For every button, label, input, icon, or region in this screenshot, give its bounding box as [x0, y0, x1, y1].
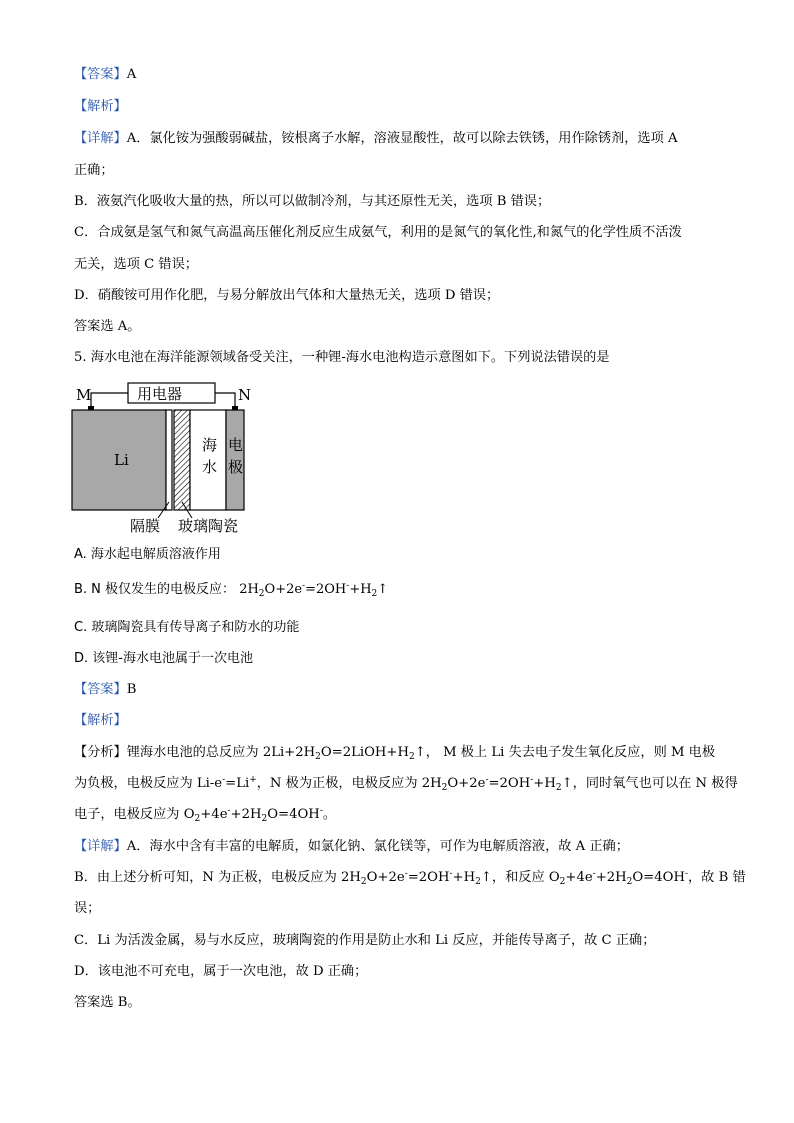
- q4-detail-line-4: C．合成氨是氢气和氮气高温高压催化剂反应生成氨气，利用的是氮气的氧化性,和氮气的化学性质不活泼: [74, 225, 682, 240]
- formula-sub: 2: [371, 589, 378, 599]
- wire-left: [91, 393, 128, 408]
- text-run: ↑，同时氧气也可以在 N 极得: [561, 776, 738, 791]
- text-run: ↑， M 极上 Li 失去电子发生氧化反应，则 M 电极: [414, 745, 716, 760]
- text-sub: 2: [315, 752, 321, 762]
- q5-detail-line-2: [74, 869, 746, 887]
- formula-sup: -: [346, 581, 350, 591]
- text-sub: 2: [555, 783, 562, 793]
- formula-part: O+2e: [264, 582, 303, 597]
- text-sub: 2: [408, 752, 415, 762]
- text-sub: 2: [261, 814, 268, 824]
- text-run: +H: [533, 776, 556, 791]
- option-d: D. 该锂-海水电池属于一次电池: [74, 651, 253, 666]
- option-b-prefix: B. N 极仅发生的电极反应：: [74, 582, 236, 597]
- text-run: 锂海水电池的总反应为 2Li+2H: [126, 745, 316, 760]
- text-run: =2OH: [407, 870, 450, 885]
- battery-diagram: [70, 380, 260, 535]
- detail-tag: 【详解】: [74, 131, 127, 146]
- q4-analysis-tag: 【解析】: [74, 99, 127, 114]
- text-run: 电子，电极反应为 O: [74, 807, 195, 822]
- q4-answer: [74, 66, 136, 84]
- answer-value: A: [126, 67, 137, 82]
- text-sub: 2: [559, 877, 566, 887]
- option-b-formula: [239, 582, 388, 597]
- answer-tag: 【答案】: [74, 67, 127, 82]
- detail-text: A．氯化铵为强酸弱碱盐，铵根离子水解，溶液显酸性，故可以除去铁锈，用作除锈剂，选项 A: [126, 131, 678, 146]
- option-a: A. 海水起电解质溶液作用: [74, 547, 221, 562]
- seawater-label-1: 海: [202, 436, 218, 454]
- analysis-label: 【分析】: [74, 745, 127, 760]
- text-sup: +: [249, 775, 257, 785]
- separator-label: 隔膜: [130, 517, 161, 535]
- q5-stem: 5. 海水电池在海洋能源领域备受关注，一种锂-海水电池构造示意图如下。下列说法错误的是: [74, 350, 610, 365]
- text-run: 为负极，电极反应为 Li-e: [74, 776, 223, 791]
- label-n: N: [238, 386, 252, 404]
- q5-analysis-line-2: [74, 775, 738, 793]
- q5-analysis-line-1: [74, 744, 715, 762]
- text-run: O+2e: [366, 870, 405, 885]
- text-sub: 2: [441, 783, 448, 793]
- text-run: ↑，和反应 O: [480, 870, 560, 885]
- q4-detail-line-3: B．液氨汽化吸收大量的热，所以可以做制冷剂，与其还原性无关，选项 B 错误；: [74, 194, 551, 209]
- text-run: O=4OH: [632, 870, 685, 885]
- formula-sup: -: [302, 581, 306, 591]
- q4-detail-line-2: 正确；: [74, 163, 114, 178]
- text-sup: -: [592, 869, 596, 879]
- detail-tag: 【详解】: [74, 839, 127, 854]
- text-sup: -: [485, 775, 489, 785]
- text-run: 。: [322, 807, 337, 822]
- text-run: O=4OH: [267, 807, 320, 822]
- option-b: [74, 581, 388, 599]
- text-run: +2H: [595, 870, 627, 885]
- seawater-label-2: 水: [202, 458, 218, 476]
- wire-right: [215, 393, 235, 408]
- text-run: =Li: [225, 776, 250, 791]
- q5-analysis-line-3: [74, 806, 336, 824]
- label-m: M: [76, 386, 92, 404]
- appliance-label: 用电器: [137, 385, 183, 403]
- separator-block: [166, 410, 172, 510]
- text-sup: -: [227, 806, 231, 816]
- text-run: ，N 极为正极，电极反应为 2H: [256, 776, 442, 791]
- q4-detail-line-6: D．硝酸铵可用作化肥，与易分解放出气体和大量热无关，选项 D 错误；: [74, 288, 500, 303]
- formula-part: 2H: [239, 582, 259, 597]
- option-c: C. 玻璃陶瓷具有传导离子和防水的功能: [74, 620, 300, 635]
- q4-detail-line-1: [74, 130, 678, 148]
- q5-analysis-tag: 【解析】: [74, 713, 127, 728]
- text-run: +2H: [230, 807, 262, 822]
- text-sub: 2: [475, 877, 481, 887]
- q5-detail-line-5: D．该电池不可充电，属于一次电池，故 D 正确；: [74, 964, 368, 979]
- text-sup: -: [684, 869, 688, 879]
- text-run: B．由上述分析可知，N 为正极，电极反应为 2H: [74, 870, 361, 885]
- text-sub: 2: [626, 877, 633, 887]
- text-sup: -: [222, 775, 226, 785]
- q4-conclusion: 答案选 A。: [74, 319, 141, 334]
- text-sub: 2: [360, 877, 367, 887]
- text-run: ，故 B 错: [688, 870, 746, 885]
- formula-part: =2OH: [305, 582, 347, 597]
- text-run: O+2e: [447, 776, 486, 791]
- answer-tag: 【答案】: [74, 682, 127, 697]
- li-label: Li: [114, 451, 129, 469]
- q4-detail-line-5: 无关，选项 C 错误；: [74, 257, 198, 272]
- formula-part: ↑: [377, 582, 389, 597]
- q5-answer: [74, 681, 136, 699]
- q5-detail-line-4: C．Li 为活泼金属，易与水反应，玻璃陶瓷的作用是防止水和 Li 反应，并能传导离子，故 C 正确；: [74, 933, 656, 948]
- text-run: +4e: [200, 807, 228, 822]
- text-run: A．海水中含有丰富的电解质，如氯化钠、氯化镁等，可作为电解质溶液，故 A 正确；: [126, 839, 629, 854]
- q5-conclusion: 答案选 B。: [74, 995, 141, 1010]
- answer-value: B: [126, 682, 137, 697]
- electrode-label-2: 极: [228, 458, 244, 476]
- text-sup: -: [530, 775, 534, 785]
- text-run: =2OH: [488, 776, 531, 791]
- text-sup: -: [449, 869, 453, 879]
- q5-detail-line-1: [74, 838, 629, 856]
- electrode-label-1: 电: [228, 436, 244, 454]
- text-sup: -: [319, 806, 323, 816]
- text-sub: 2: [194, 814, 201, 824]
- text-run: +4e: [565, 870, 593, 885]
- formula-sub: 2: [258, 589, 265, 599]
- formula-part: +H: [349, 582, 372, 597]
- ceramic-label: 玻璃陶瓷: [178, 517, 239, 535]
- glass-ceramic-block: [174, 410, 190, 510]
- text-run: +H: [452, 870, 476, 885]
- q5-detail-line-3: 误；: [74, 901, 101, 916]
- text-sup: -: [404, 869, 408, 879]
- text-run: O=2LiOH+H: [320, 745, 409, 760]
